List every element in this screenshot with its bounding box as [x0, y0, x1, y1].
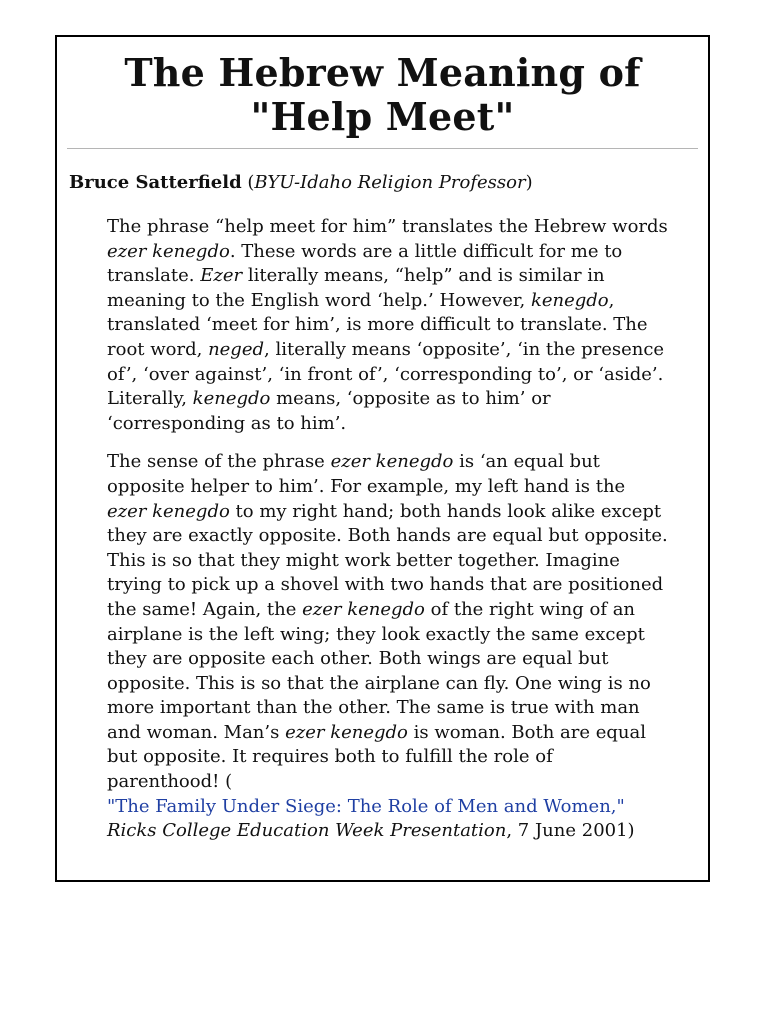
- paragraph-1: [107, 215, 668, 436]
- text-run: The phrase “help meet for him” translates the Hebrew words: [107, 216, 668, 237]
- author-name: Bruce Satterfield: [69, 172, 242, 193]
- quote-block: [107, 215, 668, 858]
- text-run: , translated ‘meet for him’, is more difficult to translate. The root word,: [107, 289, 648, 360]
- italic-term: ezer kenegdo: [302, 598, 425, 620]
- text-run: of the right wing of an airplane is the left wing; they look exactly the same except they are opposite each other. Both wings are equal but opposite. This is so that the airplane can fly. One wing is no more important than the other. The same is true with man and woman. Man’s: [107, 598, 651, 743]
- byline-open-paren: (: [241, 172, 255, 193]
- page-title: [57, 51, 708, 139]
- text-run: literally means, “help” and is similar in meaning to the English word ‘help.’ However,: [107, 265, 605, 311]
- text-run: , literally means ‘opposite’, ‘in the presence of’, ‘over against’, ‘in front of’, ‘corresponding to’, or ‘aside’. Literally,: [107, 338, 665, 410]
- text-run: . These words are a little difficult for me to translate.: [107, 240, 623, 287]
- italic-term: kenegdo: [530, 289, 609, 311]
- text-run: The sense of the phrase: [107, 451, 331, 473]
- italic-term: ezer kenegdo: [285, 721, 408, 743]
- paragraph-2: [107, 450, 668, 844]
- citation-date: , 7 June 2001): [506, 820, 635, 842]
- byline-close-paren: ): [525, 172, 533, 193]
- text-run: means, ‘opposite as to him’ or ‘corresponding as to him’.: [107, 388, 551, 434]
- citation-source: Ricks College Education Week Presentation: [107, 820, 507, 842]
- text-run: to my right hand; both hands look alike except they are exactly opposite. Both hands are equal but opposite. This is so that they might work better together. Imagine trying to pick up a shovel with two hands that are positioned the same! Again, the: [107, 500, 668, 620]
- title-line-1: The Hebrew Meaning of: [124, 50, 641, 95]
- byline: [69, 171, 533, 195]
- author-affiliation: BYU-Idaho Religion Professor: [254, 172, 526, 193]
- title-line-2: "Help Meet": [250, 94, 515, 139]
- title-divider: [67, 148, 698, 149]
- text-run: is woman. Both are equal but opposite. It requires both to fulfill the role of parenthood! (: [107, 721, 647, 793]
- citation-link[interactable]: "The Family Under Siege: The Role of Men and Women,": [107, 795, 625, 817]
- italic-term: kenegdo: [192, 388, 271, 410]
- italic-term: Ezer: [200, 265, 243, 287]
- article-frame: [55, 35, 710, 882]
- italic-term: ezer kenegdo: [330, 451, 454, 473]
- text-run: is ‘an equal but opposite helper to him’. For example, my left hand is the: [107, 451, 626, 497]
- italic-term: neged: [208, 338, 265, 360]
- italic-term: ezer kenegdo: [107, 240, 230, 262]
- italic-term: ezer kenegdo: [107, 500, 230, 522]
